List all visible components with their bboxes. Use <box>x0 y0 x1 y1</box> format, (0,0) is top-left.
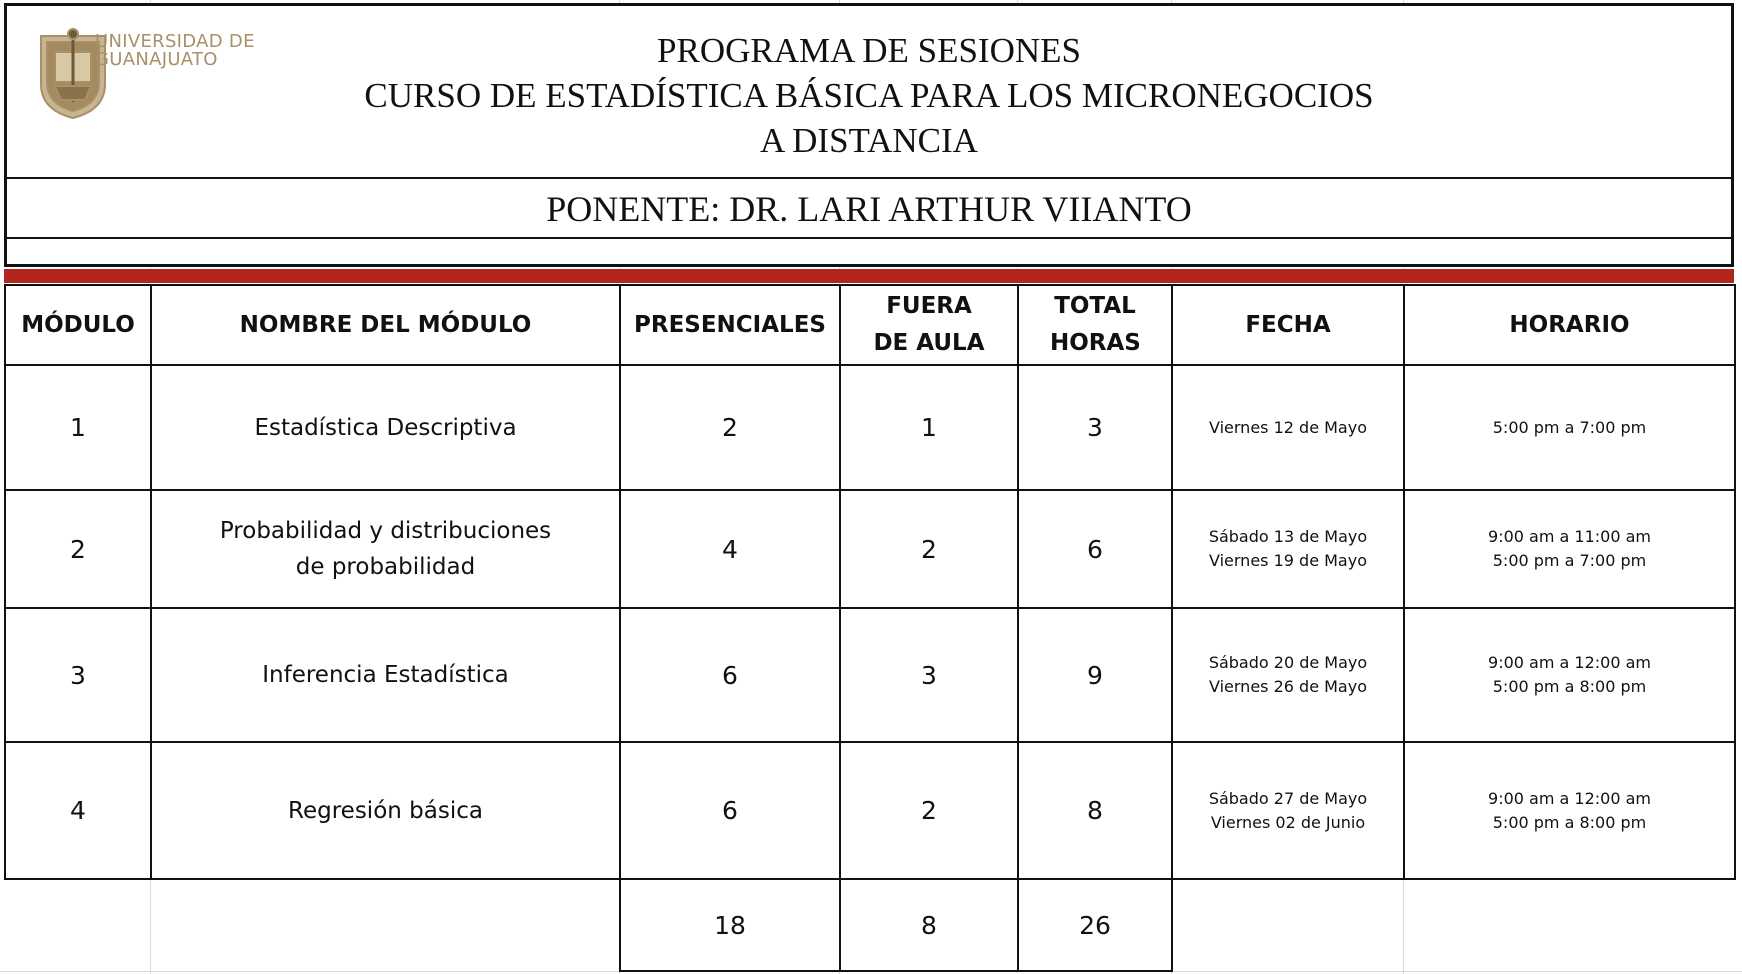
cell-presenciales: 6 <box>620 742 840 879</box>
cell-modulo: 1 <box>5 365 151 490</box>
column-header-total <box>1018 285 1172 365</box>
empty-cell <box>1404 879 1735 971</box>
horario-line: 5:00 pm a 8:00 pm <box>1492 677 1647 696</box>
cell-horario <box>1404 742 1735 879</box>
speaker-line: PONENTE: DR. LARI ARTHUR VIIANTO <box>546 189 1192 229</box>
header-box <box>4 3 1734 267</box>
empty-cell <box>1172 879 1404 971</box>
divider <box>7 237 1731 239</box>
page-title <box>7 28 1731 163</box>
accent-bar <box>4 269 1734 283</box>
cell-presenciales: 6 <box>620 608 840 742</box>
horario-line: 5:00 pm a 7:00 pm <box>1492 551 1647 570</box>
column-header-fuera <box>840 285 1018 365</box>
fecha-line: Viernes 02 de Junio <box>1210 812 1366 832</box>
total-horas: 26 <box>1018 879 1172 971</box>
cell-fecha <box>1172 608 1404 742</box>
cell-total: 9 <box>1018 608 1172 742</box>
column-header-fecha: FECHA <box>1172 285 1404 365</box>
column-header-presenciales: PRESENCIALES <box>620 285 840 365</box>
cell-total: 8 <box>1018 742 1172 879</box>
cell-total: 6 <box>1018 490 1172 608</box>
horario-line: 5:00 pm a 8:00 pm <box>1492 812 1647 832</box>
column-header-horario: HORARIO <box>1404 285 1735 365</box>
cell-total: 3 <box>1018 365 1172 490</box>
table-row <box>5 365 1735 490</box>
empty-cell <box>151 879 620 971</box>
cell-nombre: Inferencia Estadística <box>151 608 620 742</box>
horario-line: 9:00 am a 12:00 am <box>1488 788 1651 808</box>
column-header-total-text: TOTAL HORAS <box>1050 293 1141 356</box>
total-presenciales: 18 <box>620 879 840 971</box>
cell-nombre <box>151 490 620 608</box>
title-line-2: CURSO DE ESTADÍSTICA BÁSICA PARA LOS MICRONEGOCIOS <box>364 76 1374 115</box>
cell-fecha <box>1172 365 1404 490</box>
horario-line: 9:00 am a 11:00 am <box>1488 527 1651 546</box>
cell-modulo: 2 <box>5 490 151 608</box>
fecha-line: Sábado 13 de Mayo <box>1208 527 1368 546</box>
column-header-fuera-text: FUERA DE AULA <box>873 293 985 356</box>
cell-nombre-text: Probabilidad y distribuciones de probabilidad <box>219 518 552 580</box>
column-header-nombre: NOMBRE DEL MÓDULO <box>151 285 620 365</box>
column-header-modulo: MÓDULO <box>5 285 151 365</box>
fecha-line: Sábado 20 de Mayo <box>1208 653 1368 672</box>
fecha-line: Sábado 27 de Mayo <box>1208 788 1368 808</box>
fecha-line: Viernes 12 de Mayo <box>1209 417 1367 437</box>
cell-horario <box>1404 365 1735 490</box>
divider <box>7 177 1731 179</box>
fecha-line: Viernes 26 de Mayo <box>1209 677 1367 696</box>
cell-fuera: 2 <box>840 490 1018 608</box>
cell-horario <box>1404 608 1735 742</box>
totals-row <box>5 879 1735 971</box>
cell-presenciales: 4 <box>620 490 840 608</box>
table-row <box>5 490 1735 608</box>
cell-modulo: 3 <box>5 608 151 742</box>
title-line-3: A DISTANCIA <box>760 121 978 160</box>
table-header-row <box>5 285 1735 365</box>
table-row <box>5 742 1735 879</box>
logo-text-line: UNIVERSIDAD DE <box>95 31 255 52</box>
horario-line: 9:00 am a 12:00 am <box>1488 653 1651 672</box>
title-line-1: PROGRAMA DE SESIONES <box>657 31 1081 70</box>
total-fuera: 8 <box>840 879 1018 971</box>
cell-fecha <box>1172 742 1404 879</box>
cell-nombre: Regresión básica <box>151 742 620 879</box>
cell-horario <box>1404 490 1735 608</box>
cell-fuera: 2 <box>840 742 1018 879</box>
fecha-line: Viernes 19 de Mayo <box>1209 551 1367 570</box>
cell-presenciales: 2 <box>620 365 840 490</box>
cell-fecha <box>1172 490 1404 608</box>
cell-fuera: 3 <box>840 608 1018 742</box>
logo-text-line: GUANAJUATO <box>95 49 218 70</box>
horario-line: 5:00 pm a 7:00 pm <box>1492 417 1647 437</box>
schedule-table <box>4 284 1736 972</box>
cell-nombre: Estadística Descriptiva <box>151 365 620 490</box>
table-row <box>5 608 1735 742</box>
cell-fuera: 1 <box>840 365 1018 490</box>
empty-cell <box>5 879 151 971</box>
cell-modulo: 4 <box>5 742 151 879</box>
